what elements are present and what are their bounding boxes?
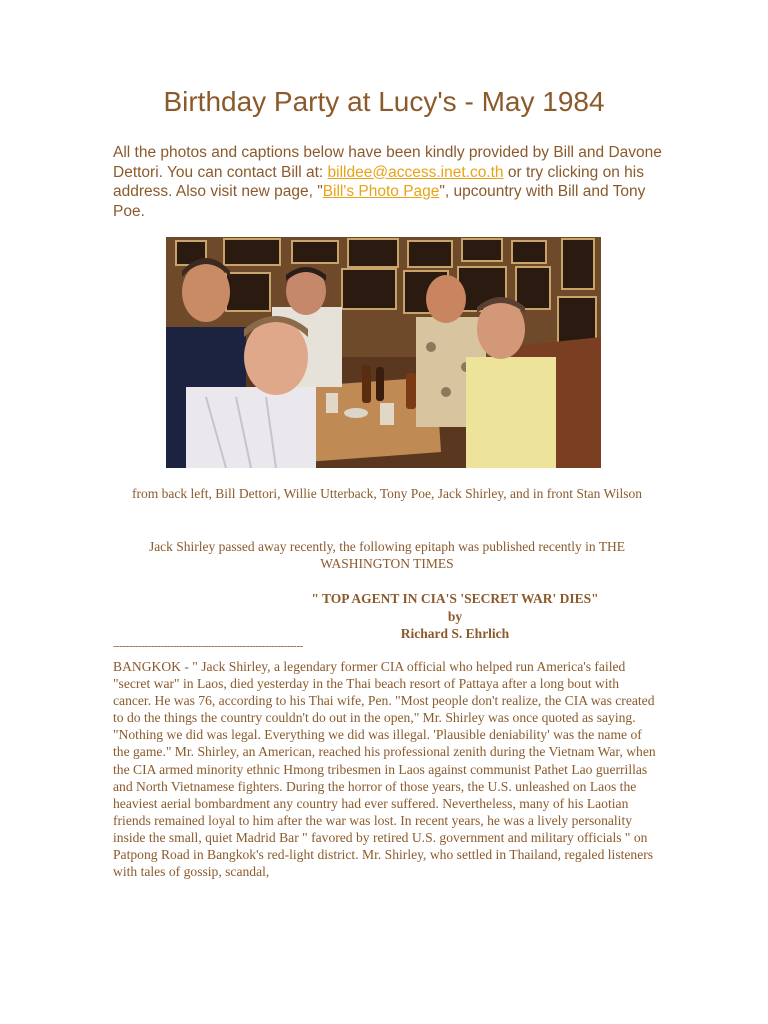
photo-caption: from back left, Bill Dettori, Willie Utterback, Tony Poe, Jack Shirley, and in front Stan Wilson bbox=[131, 486, 642, 501]
headline-author: Richard S. Ehrlich bbox=[400, 626, 510, 641]
intro-text-end: ", upcountry with Bill and Tony Poe. bbox=[113, 183, 646, 220]
page-title: Birthday Party at Lucy's - May 1984 bbox=[163, 86, 605, 117]
headline-title: " TOP AGENT IN CIA'S 'SECRET WAR' DIES" bbox=[311, 591, 599, 606]
dashed-divider: ------------------------------------------------------------ bbox=[113, 641, 303, 651]
group-photo bbox=[166, 237, 601, 468]
epitaph-intro: Jack Shirley passed away recently, the following epitaph was published recently in THE WASHINGTON TIMES bbox=[148, 539, 626, 571]
article-headline bbox=[260, 590, 650, 643]
intro-text: All the photos and captions below have been kindly provided by Bill and Davone Dettori. You can contact Bill at: bbox=[113, 144, 662, 181]
intro-text-continued: or try clicking on his address. Also visit new page, " bbox=[113, 163, 644, 200]
intro-paragraph bbox=[113, 143, 673, 221]
email-link[interactable]: billdee@access.inet.co.th bbox=[327, 163, 504, 181]
photo-page-link[interactable]: Bill's Photo Page bbox=[322, 183, 440, 200]
headline-by: by bbox=[447, 608, 463, 624]
article-body: BANGKOK - " Jack Shirley, a legendary former CIA official who helped run America's failed "secret war" in Laos, died yesterday in the Thai beach resort of Pattaya after a long bout with cancer. He was 76, according to his Thai wife, Pen. "Most people don't realize, the CIA was created to do the things the country couldn't do out in the open," Mr. Shirley was once quoted as saying. "Nothing we did was legal. Everything we did was illegal. 'Plausible deniability' was the name of the game." Mr. Shirley, an American, reached his professional zenith during the Vietnam War, when the CIA armed minority ethnic Hmong tribesmen in Laos against communist Pathet Lao guerrillas and North Vietnamese fighters. During the horror of those years, the U.S. unleashed on Laos the heaviest aerial bombardment any country had ever suffered. Nevertheless, many of his Laotian friends remained loyal to him after the war was lost. In recent years, he was a lively personality inside the small, quiet Madrid Bar " favored by retired U.S. government and military officials " on Patpong Road in Bangkok's red-light district. Mr. Shirley, who settled in Thailand, regaled listeners with tales of gossip, scandal, bbox=[113, 659, 656, 880]
